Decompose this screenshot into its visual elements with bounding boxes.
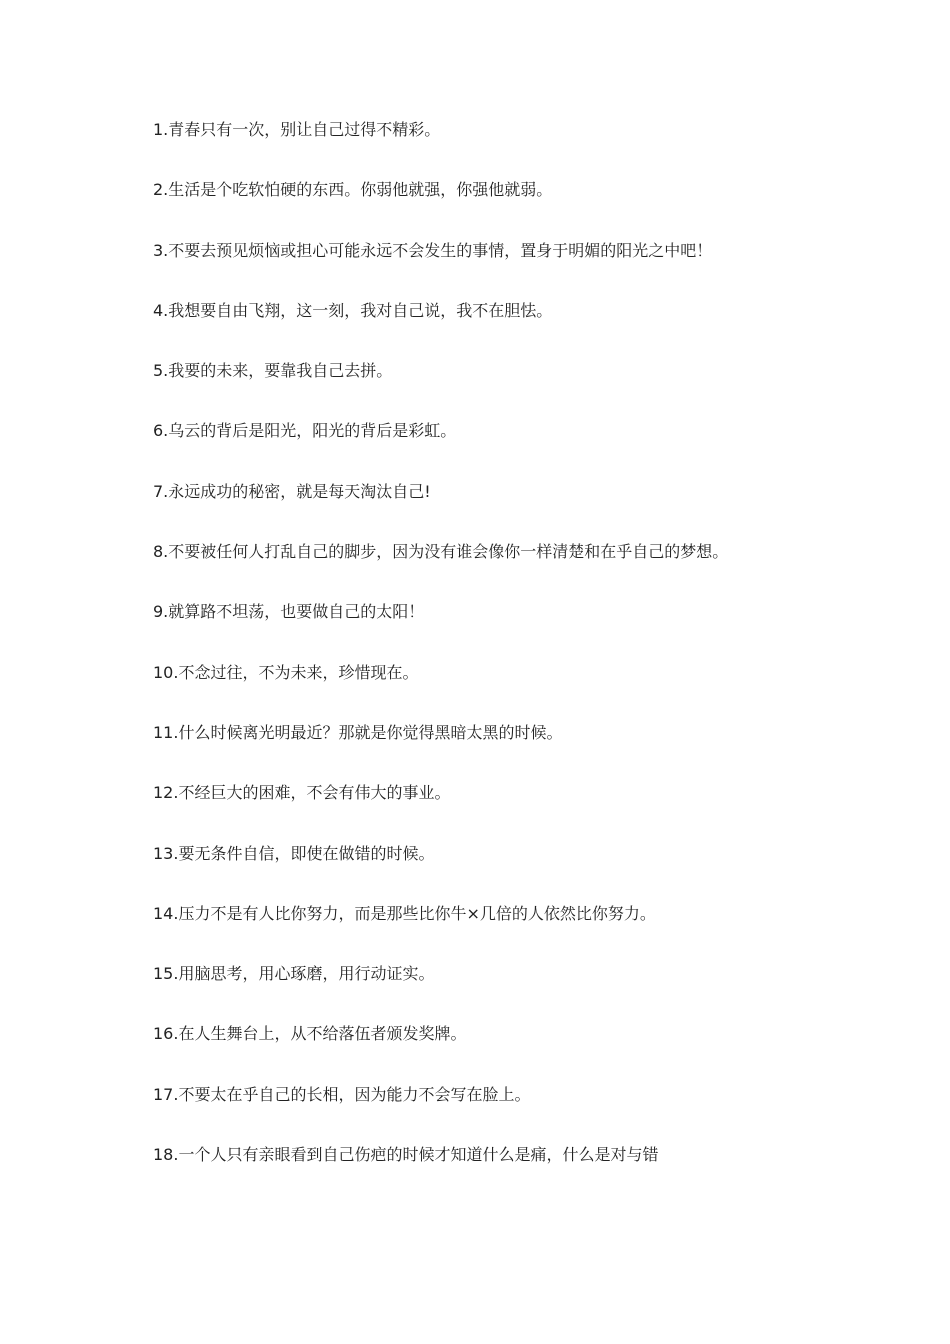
quote-item-13: 13.要无条件自信，即使在做错的时候。 — [153, 843, 435, 863]
quote-item-11: 11.什么时候离光明最近？那就是你觉得黑暗太黑的时候。 — [153, 722, 563, 742]
quote-item-3: 3.不要去预见烦恼或担心可能永远不会发生的事情，置身于明媚的阳光之中吧！ — [153, 240, 713, 260]
quote-item-5: 5.我要的未来，要靠我自己去拼。 — [153, 361, 393, 381]
quote-item-17: 17.不要太在乎自己的长相，因为能力不会写在脸上。 — [153, 1084, 531, 1104]
quote-item-6: 6.乌云的背后是阳光，阳光的背后是彩虹。 — [153, 421, 457, 441]
quote-item-12: 12.不经巨大的困难，不会有伟大的事业。 — [153, 783, 451, 803]
quote-list — [153, 116, 873, 1201]
quote-item-9: 9.就算路不坦荡，也要做自己的太阳！ — [153, 602, 425, 622]
quote-item-16: 16.在人生舞台上，从不给落伍者颁发奖牌。 — [153, 1024, 467, 1044]
quote-item-14: 14.压力不是有人比你努力，而是那些比你牛×几倍的人依然比你努力。 — [153, 903, 656, 923]
quote-item-10: 10.不念过往，不为未来，珍惜现在。 — [153, 662, 419, 682]
quote-item-15: 15.用脑思考，用心琢磨，用行动证实。 — [153, 964, 435, 984]
quote-item-8: 8.不要被任何人打乱自己的脚步，因为没有谁会像你一样清楚和在乎自己的梦想。 — [153, 542, 729, 562]
quote-item-7: 7.永远成功的秘密，就是每天淘汰自己! — [153, 481, 431, 501]
quote-item-4: 4.我想要自由飞翔，这一刻，我对自己说，我不在胆怯。 — [153, 300, 553, 320]
quote-item-1: 1.青春只有一次，别让自己过得不精彩。 — [153, 120, 441, 139]
quote-item-2: 2.生活是个吃软怕硬的东西。你弱他就强，你强他就弱。 — [153, 180, 553, 200]
quote-item-18: 18.一个人只有亲眼看到自己伤疤的时候才知道什么是痛，什么是对与错 — [153, 1145, 659, 1165]
